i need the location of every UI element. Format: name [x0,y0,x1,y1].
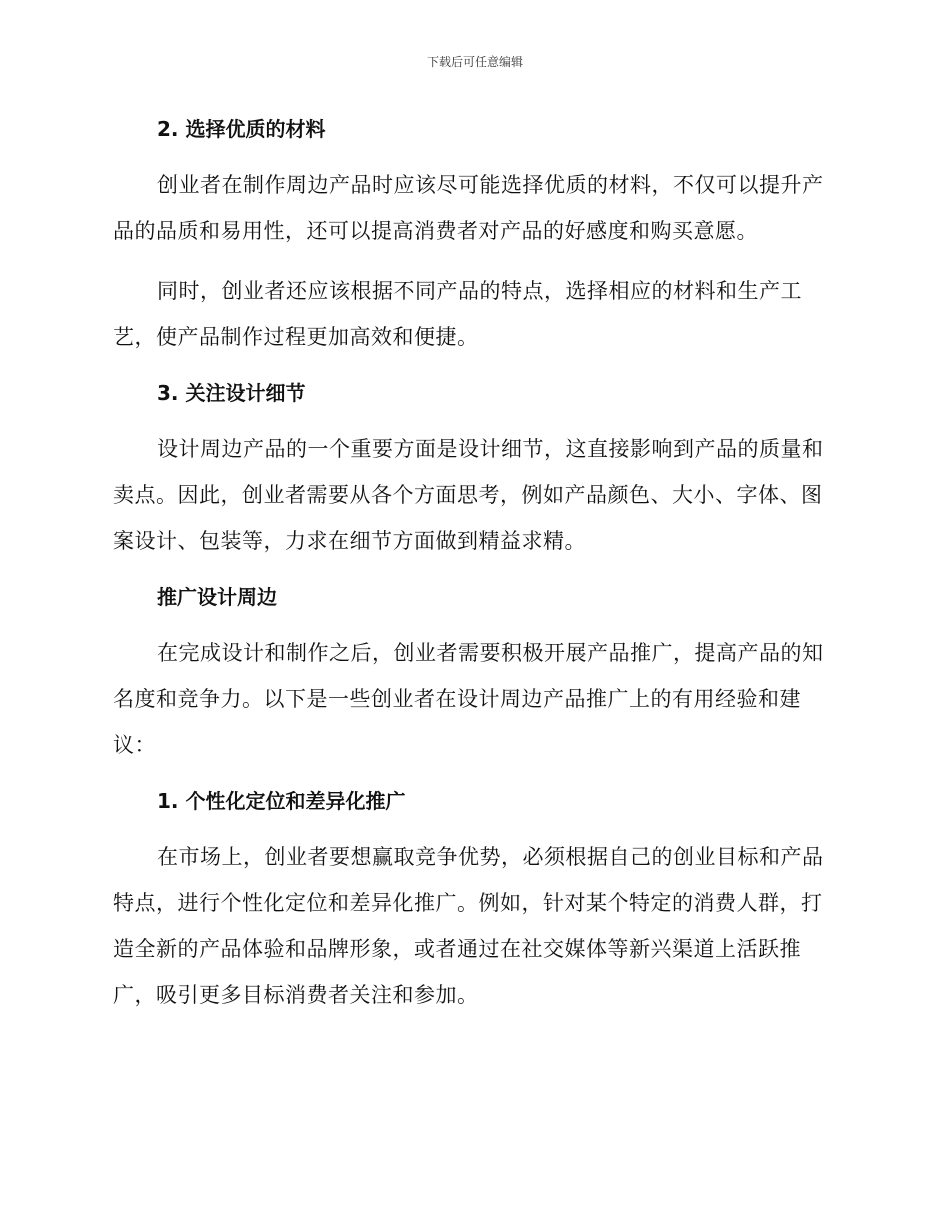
paragraph: 同时，创业者还应该根据不同产品的特点，选择相应的材料和生产工艺，使产品制作过程更加高效和便捷。 [113,279,802,349]
paragraph: 在市场上，创业者要想赢取竞争优势，必须根据自己的创业目标和产品特点，进行个性化定位和差异化推广。例如，针对某个特定的消费人群，打造全新的产品体验和品牌形象，或者通过在社交媒体等新兴渠道上活跃推广，吸引更多目标消费者关注和参加。 [113,845,824,1007]
section-heading: 2. 选择优质的材料 [157,117,326,141]
section-heading: 推广设计周边 [157,585,277,609]
paragraph: 在完成设计和制作之后，创业者需要积极开展产品推广，提高产品的知名度和竞争力。以下是一些创业者在设计周边产品推广上的有用经验和建议： [113,641,824,757]
document-body [113,110,835,1018]
paragraph: 创业者在制作周边产品时应该尽可能选择优质的材料，不仅可以提升产品的品质和易用性，还可以提高消费者对产品的好感度和购买意愿。 [113,173,824,243]
section-heading: 1. 个性化定位和差异化推广 [157,789,406,813]
paragraph: 设计周边产品的一个重要方面是设计细节，这直接影响到产品的质量和卖点。因此，创业者需要从各个方面思考，例如产品颜色、大小、字体、图案设计、包装等，力求在细节方面做到精益求精。 [113,437,824,553]
page-header: 下载后可任意编辑 [426,55,523,69]
section-heading: 3. 关注设计细节 [157,381,306,405]
